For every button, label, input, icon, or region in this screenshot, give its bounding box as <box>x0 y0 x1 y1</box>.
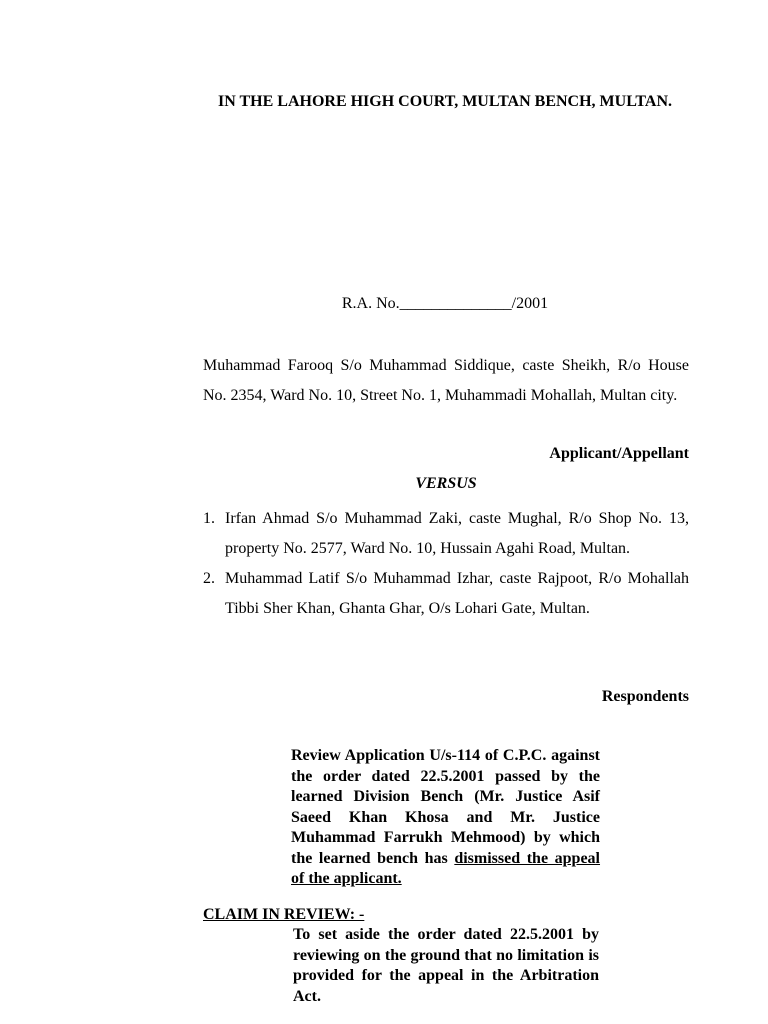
review-text: Review Application U/s-114 of C.P.C. against the order dated 22.5.2001 passed by the learned Division Bench (Mr. Justice Asif Saeed Khan Khosa and Mr. Justice Muhammad Farrukh Mehmood) by which the learned bench has <box>291 747 600 867</box>
applicant-label: Applicant/Appellant <box>549 445 689 462</box>
versus-heading: VERSUS <box>415 475 477 492</box>
review-text-underlined: dismissed the appeal of the applicant. <box>291 849 601 887</box>
respondents-list <box>203 504 689 624</box>
respondent-details: Muhammad Latif S/o Muhammad Izhar, caste Rajpoot, R/o Mohallah Tibbi Sher Khan, Ghanta Ghar, O/s Lohari Gate, Multan. <box>225 570 689 617</box>
respondent-details: Irfan Ahmad S/o Muhammad Zaki, caste Mughal, R/o Shop No. 13, property No. 2577, Ward No. 10, Hussain Agahi Road, Multan. <box>225 510 689 557</box>
list-item <box>203 504 689 564</box>
claim-text: To set aside the order dated 22.5.2001 by reviewing on the ground that no limitation is provided for the appeal in the Arbitration Act. <box>293 926 599 1005</box>
list-item <box>203 564 689 624</box>
review-application-description <box>291 746 600 890</box>
respondents-label: Respondents <box>601 688 689 705</box>
claim-heading: CLAIM IN REVIEW: - <box>203 906 365 923</box>
case-number: R.A. No.______________/2001 <box>341 295 549 312</box>
court-title: IN THE LAHORE HIGH COURT, MULTAN BENCH, MULTAN. <box>217 93 673 110</box>
list-item-number: 2. <box>203 570 215 587</box>
list-item-number: 1. <box>203 510 215 527</box>
applicant-details: Muhammad Farooq S/o Muhammad Siddique, caste Sheikh, R/o House No. 2354, Ward No. 10, Street No. 1, Muhammadi Mohallah, Multan city. <box>203 357 689 404</box>
